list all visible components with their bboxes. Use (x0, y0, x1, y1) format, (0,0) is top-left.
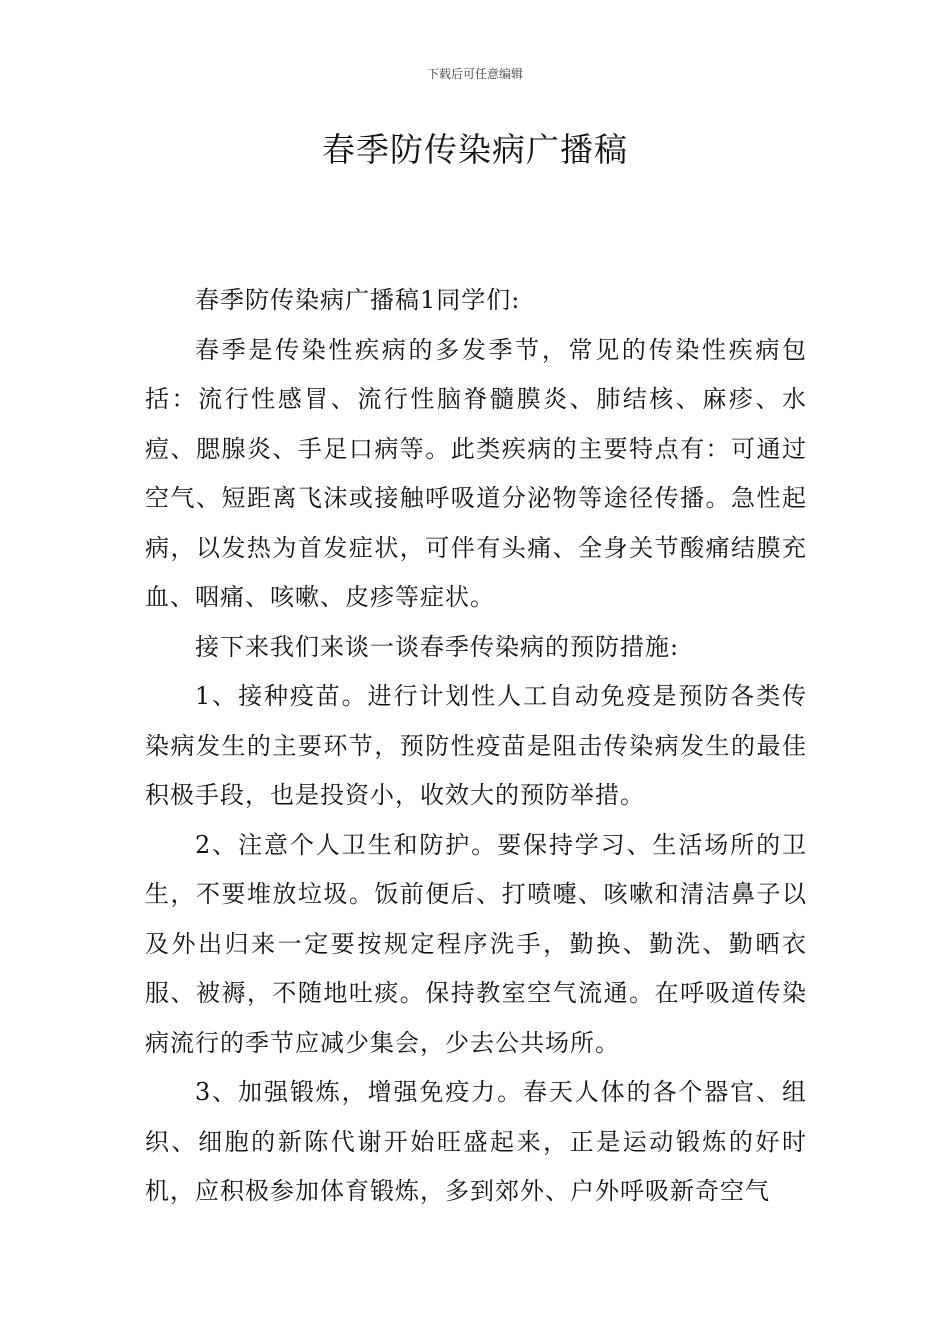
paragraph-measure-3: 3、加强锻炼，增强免疫力。春天人体的各个器官、组织、细胞的新陈代谢开始旺盛起来，正是运动锻炼的好时机，应积极参加体育锻炼，多到郊外、户外呼吸新奇空气 (145, 1078, 807, 1205)
paragraph-measure-1: 1、接种疫苗。进行计划性人工自动免疫是预防各类传染病发生的主要环节，预防性疫苗是阻击传染病发生的最佳积极手段，也是投资小，收效大的预防举措。 (145, 682, 807, 809)
paragraph-intro: 春季是传染性疾病的多发季节，常见的传染性疾病包括：流行性感冒、流行性脑脊髓膜炎、肺结核、麻疹、水痘、腮腺炎、手足口病等。此类疾病的主要特点有：可通过空气、短距离飞沫或接触呼吸道分泌物等途径传播。急性起病，以发热为首发症状，可伴有头痛、全身关节酸痛结膜充血、咽痛、咳嗽、皮疹等症状。 (145, 335, 807, 611)
document-title: 春季防传染病广播稿 (322, 130, 628, 169)
header-note: 下载后可任意编辑 (426, 67, 523, 81)
paragraph-greeting: 春季防传染病广播稿1同学们: (195, 286, 521, 314)
paragraph-measures-heading: 接下来我们来谈一谈春季传染病的预防措施: (195, 632, 680, 661)
document-body (145, 276, 807, 1217)
paragraph-measure-2: 2、注意个人卫生和防护。要保持学习、生活场所的卫生，不要堆放垃圾。饭前便后、打喷嚏、咳嗽和清洁鼻子以及外出归来一定要按规定程序洗手，勤换、勤洗、勤晒衣服、被褥，不随地吐痰。保持教室空气流通。在呼吸道传染病流行的季节应减少集会，少去公共场所。 (145, 830, 807, 1057)
